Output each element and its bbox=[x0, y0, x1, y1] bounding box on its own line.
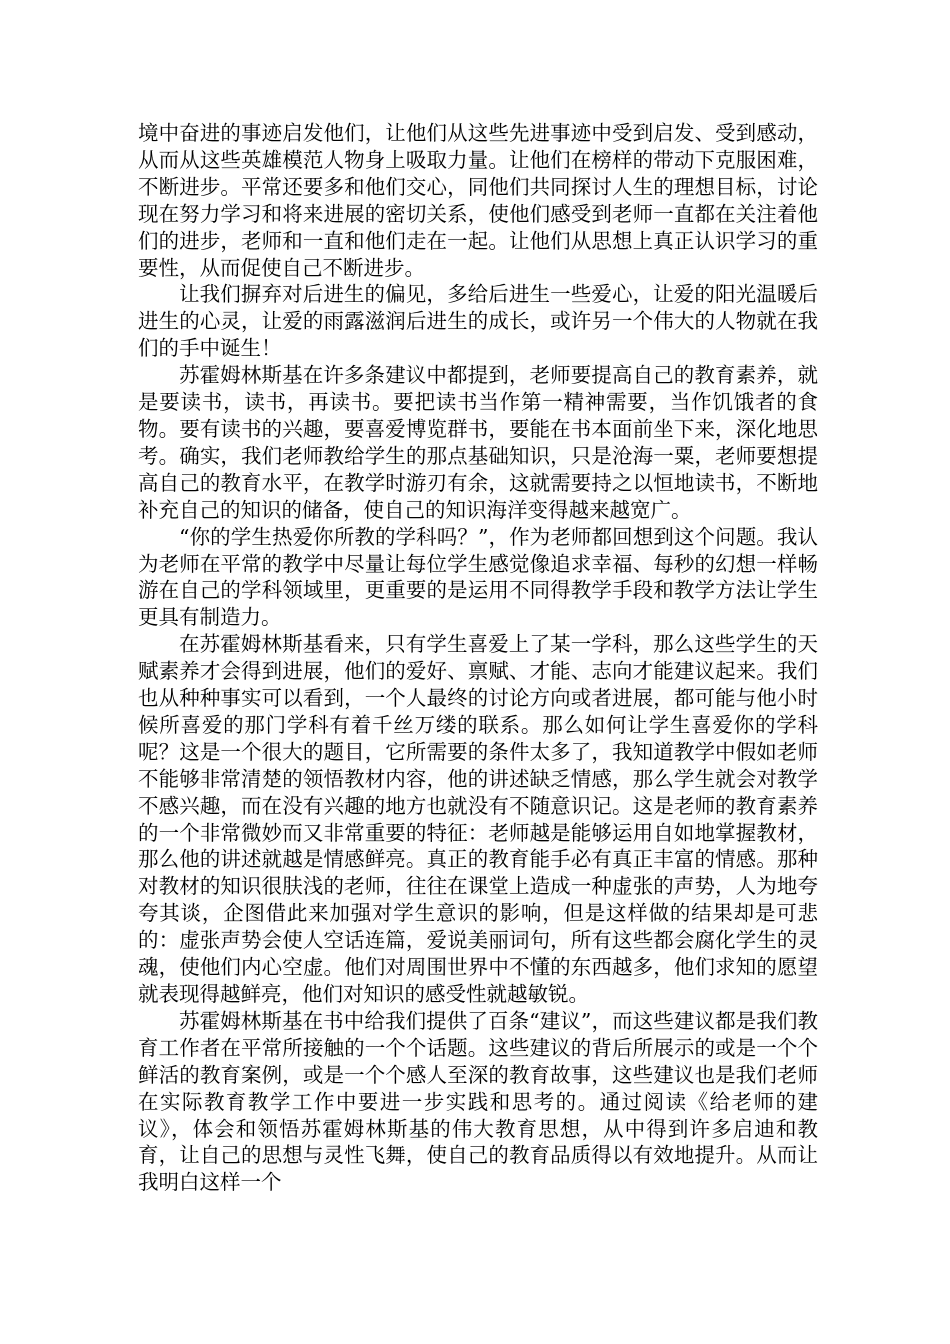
paragraph-reading: 苏霍姆林斯基在许多条建议中都提到，老师要提高自己的教育素养，就是要读书，读书，再读书。要把读书当作第一精神需要，当作饥饿者的食物。要有读书的兴趣，要喜爱博览群书，要能在书本面前坐下来，深化地思考。确实，我们老师教给学生的那点基础知识，只是沧海一粟，老师要想提高自己的教育水平，在教学时游刃有余，这就需要持之以恒地读书，不断地补充自己的知识的储备，使自己的知识海洋变得越来越宽广。 bbox=[138, 363, 818, 522]
paragraph-subject-interest: 在苏霍姆林斯基看来，只有学生喜爱上了某一学科，那么这些学生的天赋素养才会得到进展，他们的爱好、禀赋、才能、志向才能建议起来。我们也从种种事实可以看到，一个人最终的讨论方向或者进展，都可能与他小时候所喜爱的那门学科有着千丝万缕的联系。那么如何让学生喜爱你的学科呢？这是一个很大的题目，它所需要的条件太多了，我知道教学中假如老师不能够非常清楚的领悟教材内容，他的讲述缺乏情感，那么学生就会对教学不感兴趣，而在没有兴趣的地方也就没有不随意识记。这是老师的教育素养的一个非常微妙而又非常重要的特征：老师越是能够运用自如地掌握教材，那么他的讲述就越是情感鲜亮。真正的教育能手必有真正丰富的情感。那种对教材的知识很肤浅的老师，往往在课堂上造成一种虚张的声势，人为地夸夸其谈，企图借此来加强对学生意识的影响，但是这样做的结果却是可悲的：虚张声势会使人空话连篇，爱说美丽词句，所有这些都会腐化学生的灵魂，使他们内心空虚。他们对周围世界中不懂的东西越多，他们求知的愿望就表现得越鲜亮，他们对知识的感受性就越敏锐。 bbox=[138, 632, 818, 1006]
paragraph-continuation: 境中奋进的事迹启发他们，让他们从这些先进事迹中受到启发、受到感动，从而从这些英雄模范人物身上吸取力量。让他们在榜样的带动下克服困难，不断进步。平常还要多和他们交心，同他们共同探讨人生的理想目标，讨论现在努力学习和将来进展的密切关系，使他们感受到老师一直都在关注着他们的进步，老师和一直和他们走在一起。让他们从思想上真正认识学习的重要性，从而促使自己不断进步。 bbox=[138, 121, 818, 280]
paragraph-love-underachievers: 让我们摒弃对后进生的偏见，多给后进生一些爱心，让爱的阳光温暖后进生的心灵，让爱的雨露滋润后进生的成长，或许另一个伟大的人物就在我们的手中诞生！ bbox=[138, 282, 818, 361]
paragraph-hundred-suggestions: 苏霍姆林斯基在书中给我们提供了百条“建议”，而这些建议都是我们教育工作者在平常所接触的一个个话题。这些建议的背后所展示的或是一个个鲜活的教育案例，或是一个个感人至深的教育故事，这些建议也是我们老师在实际教育教学工作中要进一步实践和思考的。通过阅读《给老师的建议》，体会和领悟苏霍姆林斯基的伟大教育思想，从中得到许多启迪和教育，让自己的思想与灵性飞舞，使自己的教育品质得以有效地提升。从而让我明白这样一个 bbox=[138, 1008, 818, 1195]
paragraph-love-subject-question: “你的学生热爱你所教的学科吗？”，作为老师都回想到这个问题。我认为老师在平常的教学中尽量让每位学生感觉像追求幸福、每秒的幻想一样畅游在自己的学科领域里，更重要的是运用不同得教学手段和教学方法让学生更具有制造力。 bbox=[138, 524, 818, 630]
document-page bbox=[138, 120, 818, 1196]
